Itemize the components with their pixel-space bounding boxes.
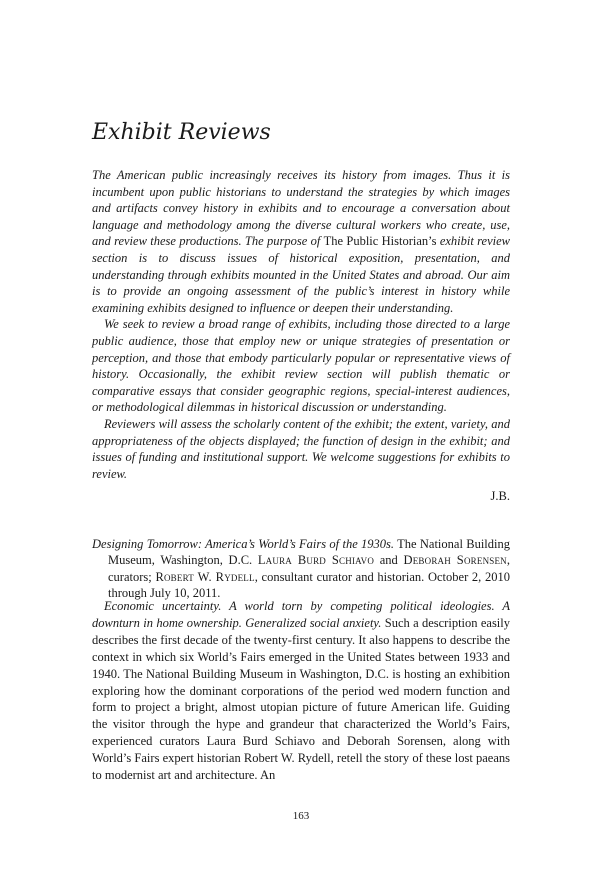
intro-paragraph-3: Reviewers will assess the scholarly content of the exhibit; the extent, variety, and appropriateness of the objects displayed; the function of design in the exhibit; and issues of funding and institutional support. We welcome suggestions for exhibits to review. xyxy=(92,416,510,481)
review-body-text: Such a description easily describes the first decade of the twenty-first century. It also happens to describe the context in which six World’s Fairs emerged in the United States between 1933 and 1940. The National Building Museum in Washington, D.C. is hosting an exhibition exploring how the dominant corporations of the period wed modern function and form to project a bright, almost utopian picture of future American life. Guiding the visitor through the hype and grandeur that characterized the World’s Fairs, experienced curators Laura Burd Schiavo and Deborah Sorensen, along with World’s Fairs expert historian Robert W. Rydell, retell the story of these lost paeans to modernist art and architecture. An xyxy=(92,615,510,783)
consultant-label: , consultant curator and historian. October 2, 2010 through July 10, 2011. xyxy=(108,569,510,601)
section-title: Exhibit Reviews xyxy=(92,120,271,145)
consultant-name: Robert W. Rydell xyxy=(155,569,255,584)
intro-paragraph-1 xyxy=(92,167,510,316)
intro-paragraph-1-text-b: exhibit review section is to discuss issues of historical exposition, presentation, and understanding through exhibits mounted in the United States and abroad. Our aim is to provide an ongoing assessment of the public’s interest in history while examining exhibits designed to influence or deepen their understanding. xyxy=(92,234,510,315)
review-citation xyxy=(92,536,510,602)
curator-conjunction: and xyxy=(374,553,404,568)
exhibit-title: Designing Tomorrow: America’s World’s Fairs of the 1930s. xyxy=(92,537,395,551)
exhibit-venue: The National Building Museum, Washington, D.C. xyxy=(108,537,510,568)
editor-signature: J.B. xyxy=(490,489,510,503)
intro-paragraph-1-text-a: The American public increasingly receives its history from images. Thus it is incumbent upon public historians to understand the strategies by which images and artifacts convey history in exhibits and to encourage a conversation about language and methodology among the diverse cultural workers who create, use, and review these productions. The purpose of xyxy=(92,168,510,249)
page-number: 163 xyxy=(292,810,310,822)
curators-label: , curators; xyxy=(108,553,510,584)
curator-name-1: Laura Burd Schiavo xyxy=(257,553,375,568)
curator-name-2: Deborah Sorensen xyxy=(403,553,507,568)
intro-paragraph-2: We seek to review a broad range of exhibits, including those directed to a large public audience, those that employ new or unique strategies of presentation or perception, and those that embody particularly popular or representative views of history. Occasionally, the exhibit review section will publish thematic or comparative essays that consider geographic regions, special-interest audiences, or methodological dilemmas in historical discussion or understanding. xyxy=(92,317,510,415)
journal-name: The Public Historian’s xyxy=(323,234,437,249)
section-introduction xyxy=(92,167,510,482)
journal-page xyxy=(92,0,510,888)
review-body xyxy=(92,598,510,784)
review-body-italic-opening: Economic uncertainty. A world torn by competing political ideologies. A downturn in home ownership. Generalized social anxiety. xyxy=(92,599,510,630)
